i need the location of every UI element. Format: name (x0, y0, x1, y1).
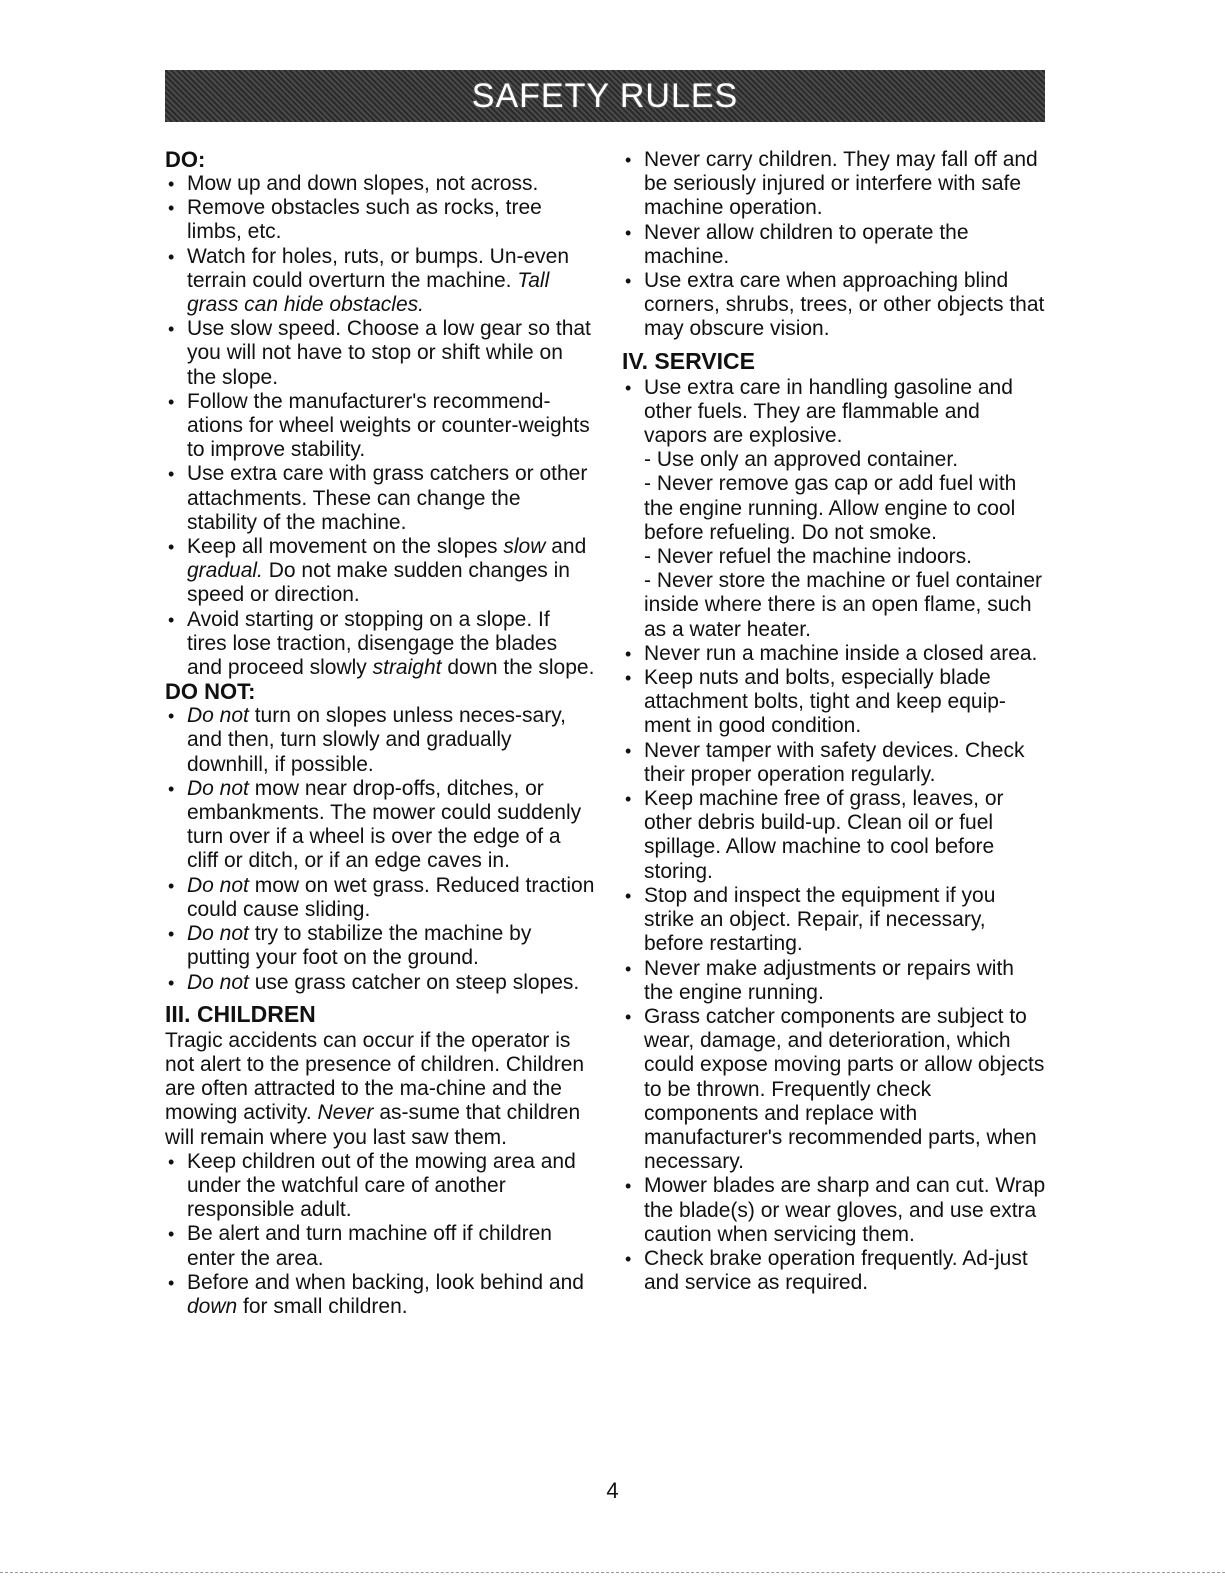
emphasis: slow (503, 535, 546, 559)
list-item: • Never carry children. They may fall off and be seriously injured or interfere with safe machine operation. (622, 148, 1047, 221)
emphasis: down (187, 1294, 238, 1318)
sub-list-item: - Use only an approved container. (644, 448, 959, 472)
list-item: • Mower blades are sharp and can cut. Wrap the blade(s) or wear gloves, and use extra caution when servicing them. (622, 1174, 1047, 1247)
list-item (165, 1271, 595, 1319)
text: and (545, 535, 587, 559)
list-item: • Never run a machine inside a closed area. (622, 642, 1047, 666)
emphasis: gradual. (187, 559, 263, 583)
list-item: • Keep nuts and bolts, especially blade attachment bolts, tight and keep equip-ment in good condition. (622, 666, 1047, 739)
text: turn on slopes unless neces-sary, and then, turn slowly and gradually downhill, if possible. (187, 704, 566, 776)
sub-list-item: - Never refuel the machine indoors. (644, 545, 972, 569)
text: Before and when backing, look behind and (187, 1270, 584, 1294)
list-item (165, 874, 595, 922)
emphasis: straight (372, 656, 442, 680)
list-item: • Use extra care with grass catchers or other attachments. These can change the stability of the machine. (165, 462, 595, 535)
do-heading: DO: (165, 147, 206, 172)
text: Tragic accidents can occur if the operator is not alert to the presence of children. Children are often attracted to the ma-chine and the mowing activity. (165, 1028, 585, 1125)
emphasis: Do not (187, 873, 249, 897)
list-item: • Stop and inspect the equipment if you strike an object. Repair, if necessary, before restarting. (622, 884, 1047, 957)
text: mow near drop-offs, ditches, or embankments. The mower could suddenly turn over if a wheel is over the edge of a cliff or ditch, or if an edge caves in. (187, 776, 582, 873)
list-item (165, 922, 595, 970)
page-number: 4 (606, 1478, 619, 1503)
left-column (165, 148, 595, 1319)
list-item: • Keep machine free of grass, leaves, or other debris build-up. Clean oil or fuel spillage. Allow machine to cool before storing. (622, 787, 1047, 884)
section-banner (165, 70, 1045, 122)
children-list-continued (622, 148, 1047, 342)
service-heading: IV. SERVICE (622, 347, 755, 374)
list-item: • Use extra care in handling gasoline and other fuels. They are flammable and vapors are explosive. (622, 376, 1047, 449)
list-item (165, 608, 595, 681)
list-item: • Check brake operation frequently. Ad-just and service as required. (622, 1247, 1047, 1295)
sub-list-item: - Never store the machine or fuel container inside where there is an open flame, such as a water heater. (644, 569, 1043, 641)
list-item: • Keep children out of the mowing area and under the watchful care of another responsible adult. (165, 1150, 595, 1223)
list-item: • Use slow speed. Choose a low gear so that you will not have to stop or shift while on the slope. (165, 317, 595, 390)
donot-heading: DO NOT: (165, 679, 256, 705)
list-item: • Follow the manufacturer's recommend-ations for wheel weights or counter-weights to improve stability. (165, 390, 595, 463)
list-item: • Remove obstacles such as rocks, tree limbs, etc. (165, 196, 595, 244)
list-item (165, 704, 595, 777)
text: as-sume that children will remain where you last saw them. (165, 1101, 581, 1149)
text: use grass catcher on steep slopes. (248, 970, 580, 994)
list-item (165, 245, 595, 318)
list-item: • Mow up and down slopes, not across. (165, 172, 595, 196)
right-column (622, 148, 1047, 1295)
children-paragraph (165, 1029, 595, 1150)
do-list (165, 172, 595, 680)
text: down the slope. (441, 656, 595, 680)
list-item (165, 535, 595, 608)
children-list (165, 1150, 595, 1319)
sub-list-item: - Never remove gas cap or add fuel with the engine running. Allow engine to cool before refueling. Do not smoke. (644, 472, 1017, 544)
list-item (165, 971, 595, 995)
text: Avoid starting or stopping on a slope. If tires lose traction, disengage the blades and proceed slowly (187, 607, 558, 680)
list-item: • Never allow children to operate the machine. (622, 221, 1047, 269)
donot-list (165, 704, 595, 994)
emphasis: Tall grass can hide obstacles. (187, 268, 550, 317)
list-item: • Be alert and turn machine off if children enter the area. (165, 1222, 595, 1270)
list-item: • Never make adjustments or repairs with the engine running. (622, 957, 1047, 1005)
bottom-divider (0, 1572, 1225, 1573)
emphasis: Do not (187, 776, 249, 800)
list-item: • Grass catcher components are subject to wear, damage, and deterioration, which could expose moving parts or allow objects to be thrown. Frequently check components and replace with manufacturer's recommended parts, when necessary. (622, 1005, 1047, 1174)
text: Watch for holes, ruts, or bumps. Un-even terrain could overturn the machine. (187, 244, 570, 292)
emphasis: Never (317, 1101, 374, 1125)
emphasis: Do not (187, 704, 249, 728)
service-list (622, 376, 1047, 1296)
text: try to stabilize the machine by putting your foot on the ground. (187, 922, 532, 970)
list-item: • Use extra care when approaching blind corners, shrubs, trees, or other objects that may obscure vision. (622, 269, 1047, 342)
list-item (165, 777, 595, 874)
banner-title: SAFETY RULES (471, 76, 739, 115)
emphasis: Do not (187, 922, 249, 946)
text: Do not make sudden changes in speed or direction. (187, 559, 570, 607)
children-heading: III. CHILDREN (165, 1000, 316, 1027)
list-item: • Never tamper with safety devices. Check their proper operation regularly. (622, 739, 1047, 787)
text: mow on wet grass. Reduced traction could cause sliding. (187, 873, 595, 921)
text: for small children. (237, 1294, 408, 1318)
emphasis: Do not (187, 970, 249, 994)
text: Keep all movement on the slopes (187, 535, 504, 559)
